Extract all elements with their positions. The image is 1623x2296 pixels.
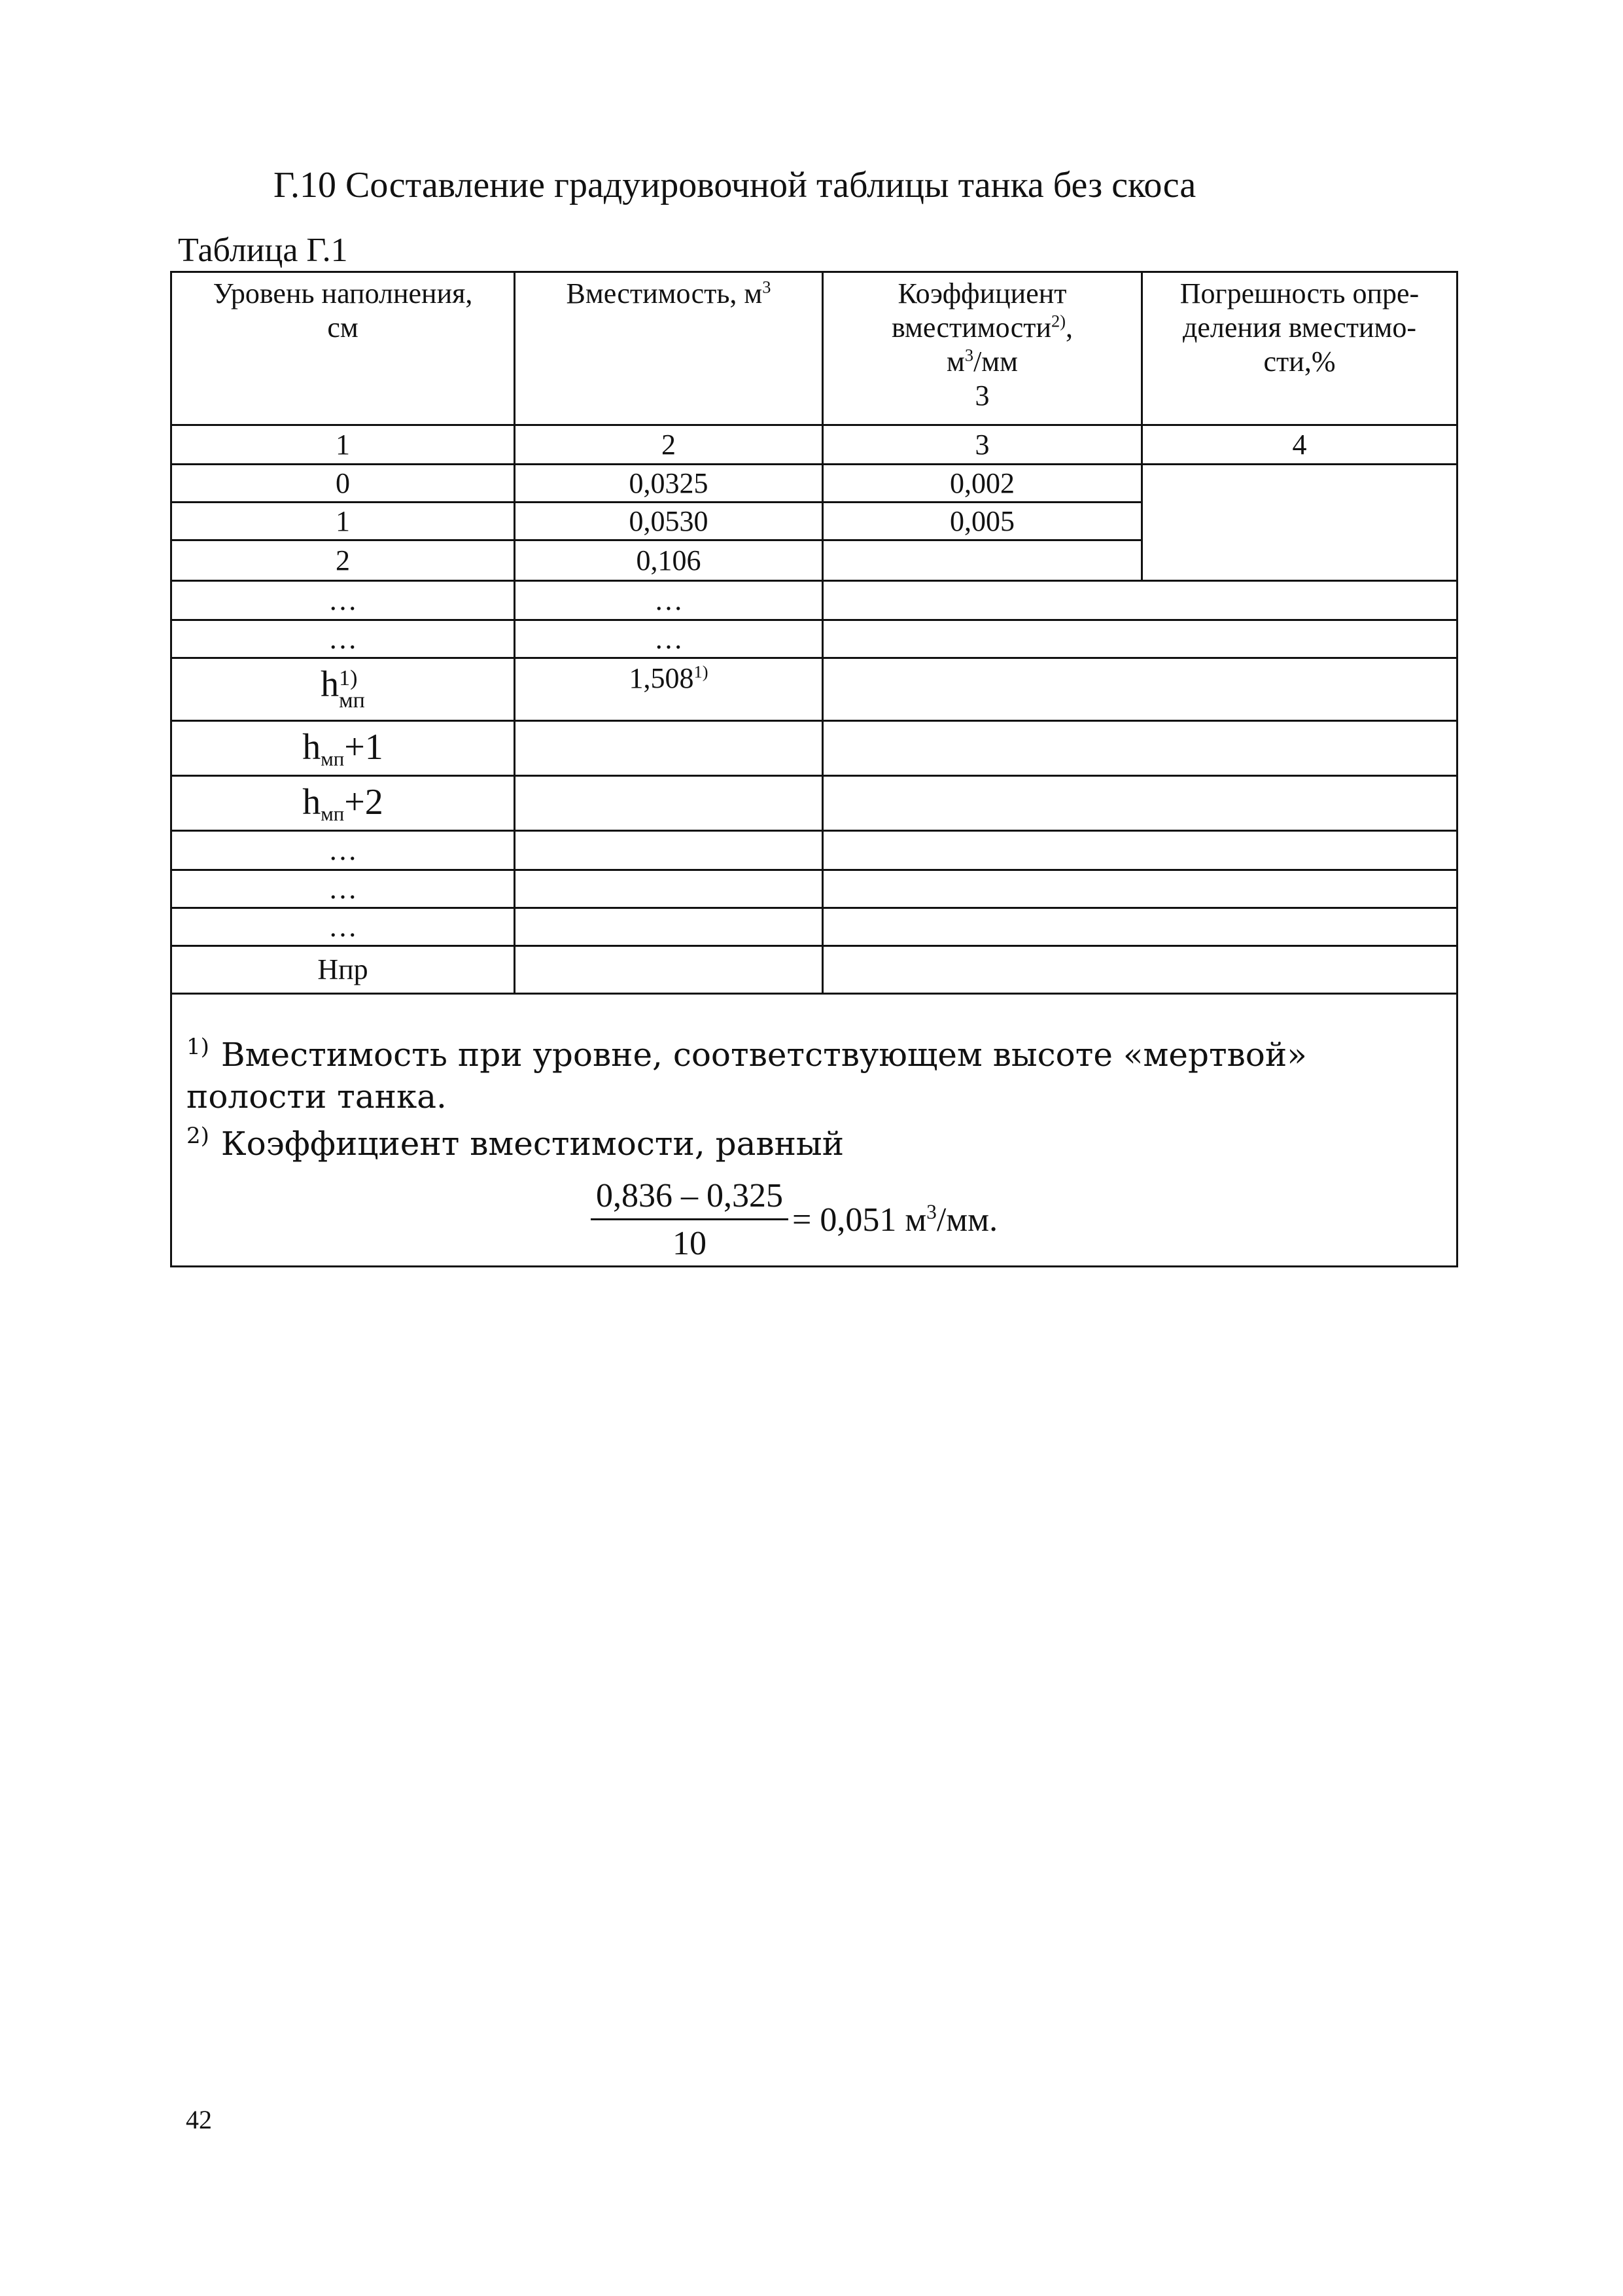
calibration-table: [170, 271, 1458, 995]
header-level: [172, 273, 515, 426]
table-footnotes: [170, 993, 1458, 1267]
formula-result-prefix: = 0,051 м: [792, 1201, 927, 1239]
header-coefficient-line2: вместимости: [891, 311, 1052, 344]
table-merged-cell: [824, 909, 1456, 947]
header-error-line2: деления вместимо-: [1182, 311, 1417, 344]
table-row-level: …: [172, 582, 515, 621]
footnote-1-mark: 1): [186, 1034, 209, 1061]
header-level-line1: Уровень наполнения,: [213, 277, 473, 309]
column-number-3: 3: [824, 426, 1143, 465]
table-merged-cell: [824, 582, 1456, 621]
table-row-level: …: [172, 621, 515, 659]
table-row-coefficient: 0,005: [824, 503, 1143, 541]
table-row-capacity: [515, 832, 824, 871]
formula-result: [792, 1201, 998, 1240]
footnote-2: [186, 1123, 1442, 1165]
header-coefficient-line1: Коэффициент: [898, 277, 1067, 309]
header-coefficient-unit-a: м: [947, 345, 965, 378]
header-error: [1143, 273, 1456, 426]
table-row-level: [172, 722, 515, 777]
table-row-level: …: [172, 909, 515, 947]
table-row-level: …: [172, 871, 515, 909]
table-row-level: Hпр: [172, 947, 515, 993]
column-number-4: 4: [1143, 426, 1456, 465]
table-merged-cell: [824, 871, 1456, 909]
table-row-capacity: [515, 777, 824, 832]
table-row-level: [172, 659, 515, 722]
level-subscript: мп: [339, 688, 365, 713]
formula-numerator: 0,836 – 0,325: [591, 1176, 788, 1220]
header-error-line1: Погрешность опре-: [1179, 277, 1420, 309]
footnote-1: [186, 1034, 1442, 1118]
level-symbol: h: [321, 663, 340, 705]
table-row-level: 0: [172, 465, 515, 503]
column-number-1: 1: [172, 426, 515, 465]
table-row-level: …: [172, 832, 515, 871]
table-error-cell: [1143, 465, 1456, 582]
formula-denominator: 10: [672, 1225, 707, 1262]
formula-result-sup: 3: [926, 1200, 937, 1224]
table-caption: Таблица Г.1: [178, 232, 348, 269]
header-coefficient-comma: ,: [1066, 311, 1073, 344]
header-coefficient-unit-b: /мм: [973, 345, 1018, 378]
table-row-capacity: [515, 871, 824, 909]
capacity-value: 1,508: [629, 662, 694, 694]
header-capacity: [515, 273, 824, 426]
table-row-capacity: 0,0325: [515, 465, 824, 503]
table-row-capacity: …: [515, 621, 824, 659]
header-error-line3: сти,%: [1263, 345, 1336, 378]
header-coefficient-unit-sup: 3: [964, 345, 974, 365]
table-row-capacity: …: [515, 582, 824, 621]
level-subscript: мп: [321, 802, 345, 825]
footnote-1-text: Вместимость при уровне, соответствующем высоте «мертвой» полости танка.: [186, 1036, 1307, 1116]
table-merged-cell: [824, 947, 1456, 993]
section-heading: Г.10 Составление градуировочной таблицы танка без скоса: [273, 165, 1196, 205]
table-merged-cell: [824, 777, 1456, 832]
level-footnote-ref: 1): [339, 665, 358, 690]
header-coefficient-extra: 3: [975, 380, 990, 412]
table-merged-cell: [824, 722, 1456, 777]
table-row-capacity: [515, 659, 824, 722]
table-row-level: [172, 777, 515, 832]
table-row-capacity: [515, 947, 824, 993]
formula-result-suffix: /мм.: [936, 1201, 998, 1239]
column-number-2: 2: [515, 426, 824, 465]
table-merged-cell: [824, 621, 1456, 659]
level-symbol: h: [302, 781, 321, 822]
header-level-line2: см: [327, 311, 358, 344]
footnote-2-text: Коэффициент вместимости, равный: [220, 1125, 845, 1163]
header-capacity-text: Вместимость, м: [566, 277, 763, 309]
table-row-capacity: 0,0530: [515, 503, 824, 541]
footnote-2-mark: 2): [186, 1123, 209, 1150]
table-merged-cell: [824, 832, 1456, 871]
capacity-footnote-ref: 1): [693, 662, 708, 682]
level-suffix: +2: [344, 781, 383, 822]
header-capacity-unit-sup: 3: [762, 277, 771, 297]
table-row-coefficient: 0,002: [824, 465, 1143, 503]
level-symbol: h: [302, 726, 321, 768]
level-suffix: +1: [344, 726, 383, 768]
table-row-capacity: [515, 909, 824, 947]
table-merged-cell: [824, 659, 1456, 722]
formula-fraction: [591, 1176, 788, 1263]
table-row-level: 2: [172, 541, 515, 582]
table-row-capacity: [515, 722, 824, 777]
header-coefficient: [824, 273, 1143, 426]
table-row-capacity: 0,106: [515, 541, 824, 582]
level-subscript: мп: [321, 747, 345, 770]
table-row-level: 1: [172, 503, 515, 541]
header-coefficient-footnote-ref: 2): [1051, 311, 1066, 331]
coefficient-formula: [591, 1176, 998, 1263]
table-row-coefficient: [824, 541, 1143, 582]
page-number: 42: [186, 2105, 212, 2134]
